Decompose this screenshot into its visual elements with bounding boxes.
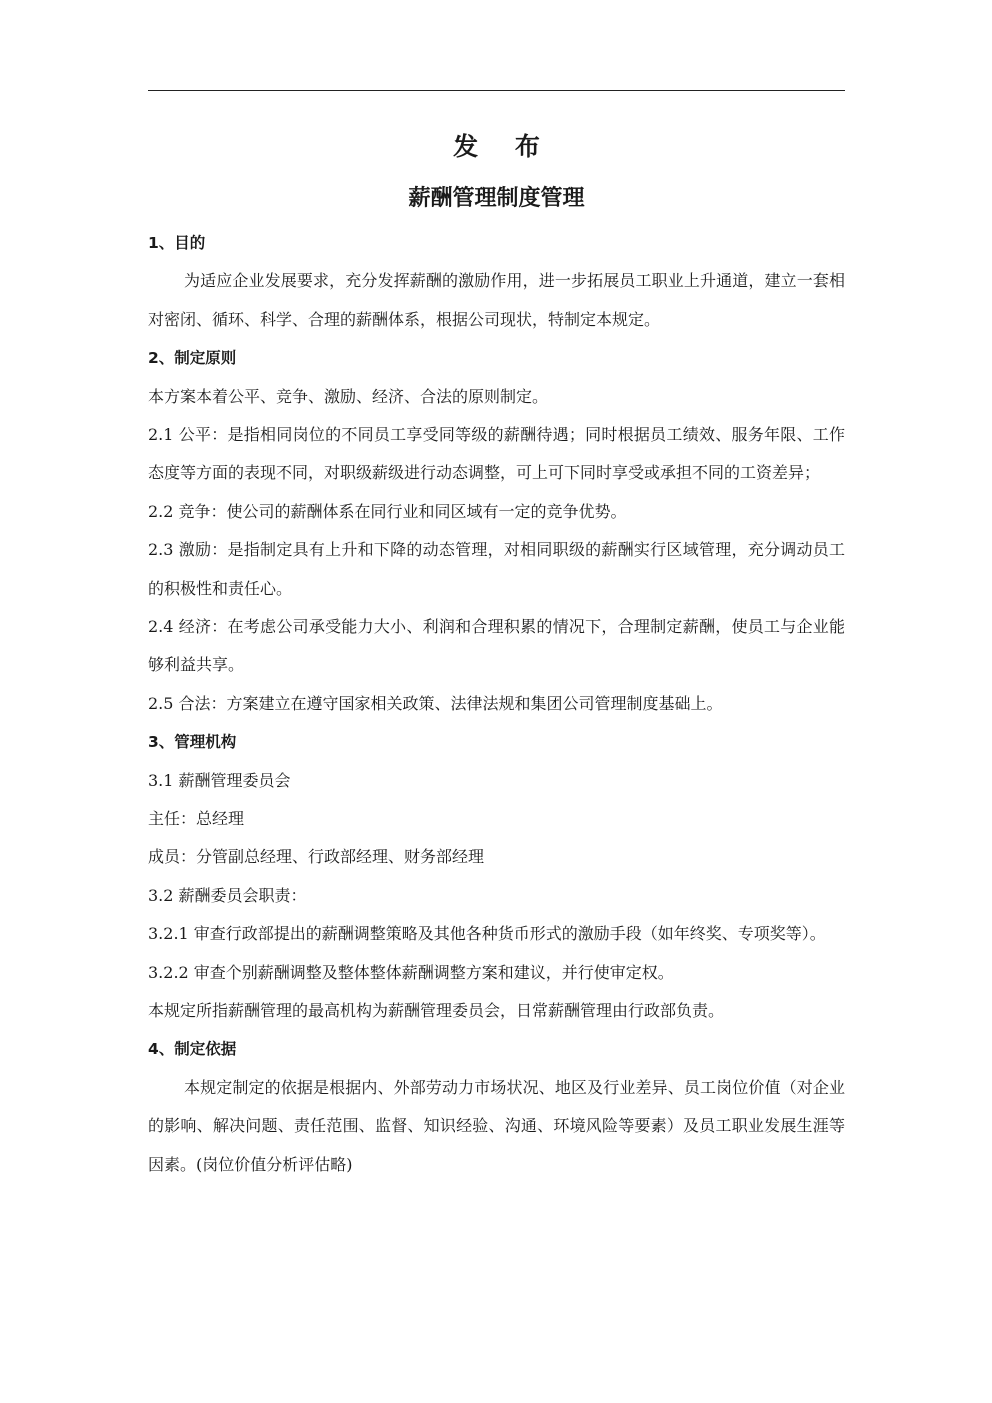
document-subtitle: 薪酬管理制度管理 <box>408 185 585 211</box>
document-body <box>148 128 845 1184</box>
clause-2-5: 2.5 合法：方案建立在遵守国家相关政策、法律法规和集团公司管理制度基础上。 <box>148 693 723 713</box>
clause-2-1: 2.1 公平：是指相同岗位的不同员工享受同等级的薪酬待遇；同时根据员工绩效、服务年限、工作态度等方面的表现不同，对职级薪级进行动态调整，可上可下同时享受或承担不同的工资差异； <box>148 424 845 483</box>
section-3-note: 本规定所指薪酬管理的最高机构为薪酬管理委员会，日常薪酬管理由行政部负责。 <box>148 1000 725 1020</box>
clause-3-1: 3.1 薪酬管理委员会 <box>148 770 291 790</box>
committee-members: 成员：分管副总经理、行政部经理、财务部经理 <box>148 847 485 867</box>
clause-2-3: 2.3 激励：是指制定具有上升和下降的动态管理，对相同职级的薪酬实行区域管理，充分调动员工的积极性和责任心。 <box>148 540 845 598</box>
clause-2-2: 2.2 竞争：使公司的薪酬体系在同行业和同区域有一定的竞争优势。 <box>148 501 627 521</box>
clause-3-2-2: 3.2.2 审查个别薪酬调整及整体整体薪酬调整方案和建议，并行使审定权。 <box>148 962 674 982</box>
section-1-heading: 1、目的 <box>148 234 206 252</box>
committee-director: 主任：总经理 <box>148 808 245 828</box>
section-3-heading: 3、管理机构 <box>148 733 237 752</box>
section-1-paragraph: 为适应企业发展要求，充分发挥薪酬的激励作用，进一步拓展员工职业上升通道，建立一套相对密闭、循环、科学、合理的薪酬体系，根据公司现状，特制定本规定。 <box>148 271 845 329</box>
section-2-heading: 2、制定原则 <box>148 349 237 368</box>
clause-3-2-1: 3.2.1 审查行政部提出的薪酬调整策略及其他各种货币形式的激励手段（如年终奖、专项奖等）。 <box>148 924 826 944</box>
clause-3-2: 3.2 薪酬委员会职责： <box>148 885 307 905</box>
section-4-heading: 4、制定依据 <box>148 1040 237 1059</box>
section-4-paragraph: 本规定制定的依据是根据内、外部劳动力市场状况、地区及行业差异、员工岗位价值（对企业的影响、解决问题、责任范围、监督、知识经验、沟通、环境风险等要素）及员工职业发展生涯等因素。(岗位价值分析评估略) <box>148 1077 845 1174</box>
header-rule <box>148 90 845 91</box>
section-2-intro: 本方案本着公平、竞争、激励、经济、合法的原则制定。 <box>148 386 549 406</box>
document-title: 发 布 <box>453 132 554 161</box>
clause-2-4: 2.4 经济：在考虑公司承受能力大小、利润和合理积累的情况下，合理制定薪酬，使员工与企业能够利益共享。 <box>148 617 845 675</box>
section-list <box>148 224 845 1184</box>
